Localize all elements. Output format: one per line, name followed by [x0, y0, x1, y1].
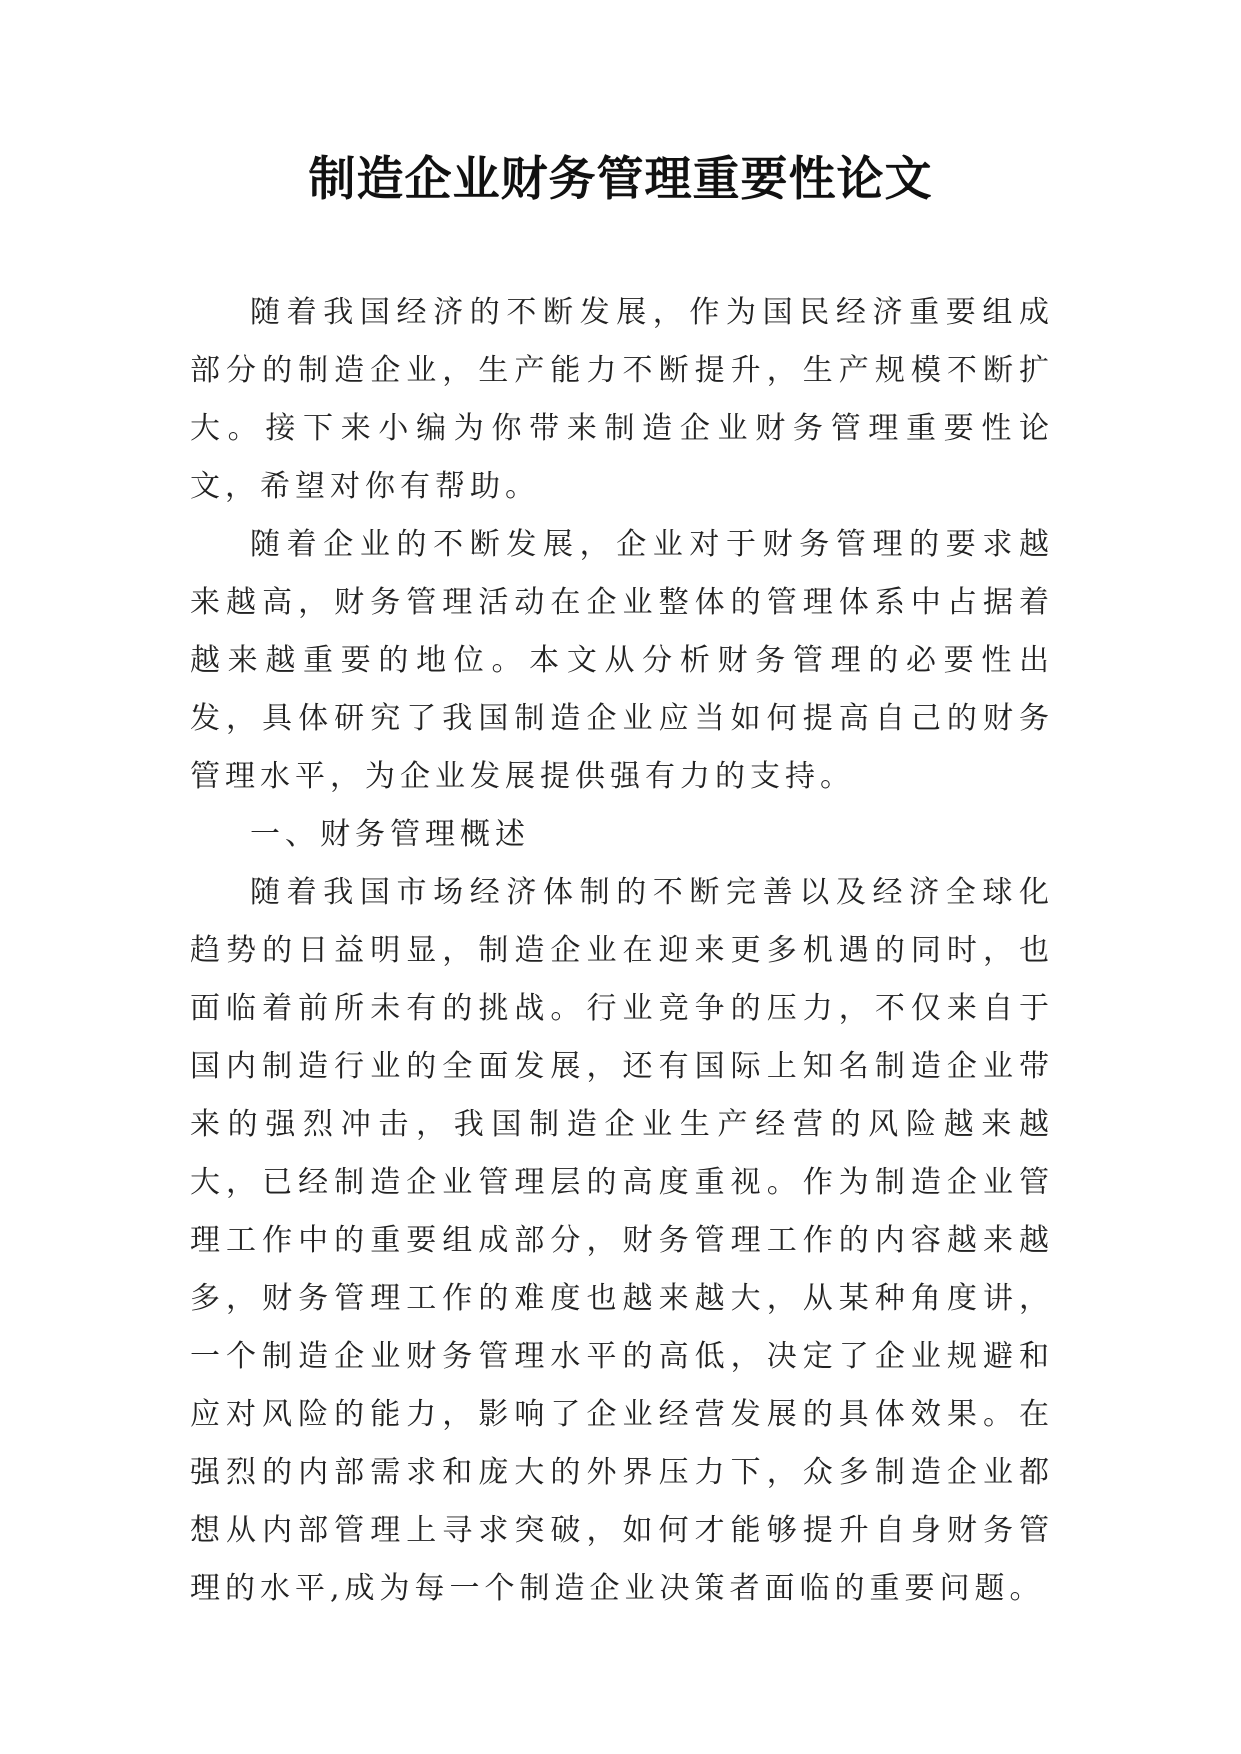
- section-paragraph: 随着我国市场经济体制的不断完善以及经济全球化趋势的日益明显，制造企业在迎来更多机遇的同时，也面临着前所未有的挑战。行业竞争的压力，不仅来自于国内制造行业的全面发展，还有国际上知名制造企业带来的强烈冲击，我国制造企业生产经营的风险越来越大，已经制造企业管理层的高度重视。作为制造企业管理工作中的重要组成部分，财务管理工作的内容越来越多，财务管理工作的难度也越来越大，从某种角度讲，一个制造企业财务管理水平的高低，决定了企业规避和应对风险的能力，影响了企业经营发展的具体效果。在强烈的内部需求和庞大的外界压力下，众多制造企业都想从内部管理上寻求突破，如何才能够提升自身财务管理的水平,成为每一个制造企业决策者面临的重要问题。: [190, 875, 1054, 1606]
- abstract-paragraph: 随着企业的不断发展，企业对于财务管理的要求越来越高，财务管理活动在企业整体的管理体系中占据着越来越重要的地位。本文从分析财务管理的必要性出发，具体研究了我国制造企业应当如何提高自己的财务管理水平，为企业发展提供强有力的支持。: [190, 527, 1054, 794]
- section-heading: 一、财务管理概述: [250, 817, 530, 852]
- document-title: 制造企业财务管理重要性论文: [308, 152, 933, 207]
- intro-paragraph: 随着我国经济的不断发展，作为国民经济重要组成部分的制造企业，生产能力不断提升，生产规模不断扩大。接下来小编为你带来制造企业财务管理重要性论文，希望对你有帮助。: [190, 295, 1054, 504]
- document-body: [190, 284, 1054, 1618]
